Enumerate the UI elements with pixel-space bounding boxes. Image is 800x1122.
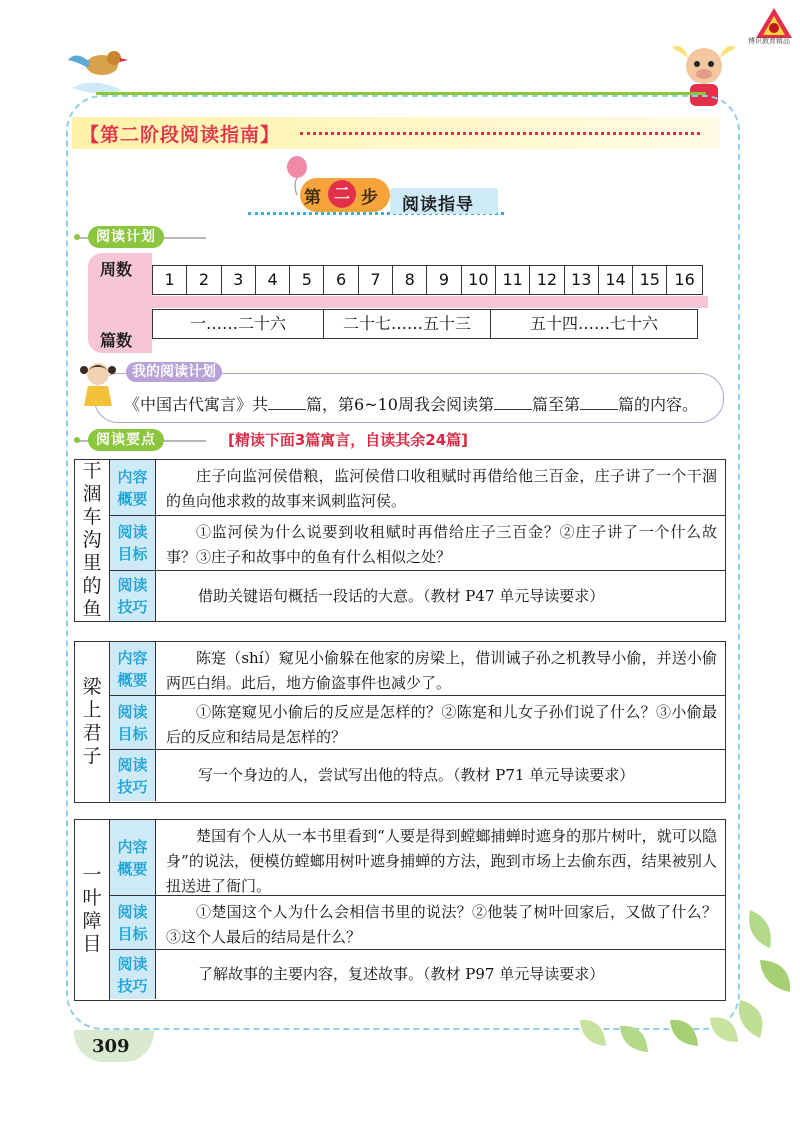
my-plan-sentence xyxy=(124,392,698,415)
fable-row-goal xyxy=(110,516,725,571)
row-label xyxy=(110,896,156,949)
step-number: 二 xyxy=(328,180,356,208)
week-cell: 12 xyxy=(530,266,564,294)
row-label xyxy=(110,950,156,999)
week-cell: 9 xyxy=(427,266,461,294)
fable-row-summary xyxy=(110,460,725,516)
row-content: 借助关键语句概括一段话的大意。（教材 P47 单元导读要求） xyxy=(198,586,605,605)
fable-title xyxy=(75,460,110,621)
my-plan-blank-end[interactable] xyxy=(580,396,618,410)
row-content: 楚国有个人从一本书里看到“人要是得到螳螂捕蝉时遮身的那片树叶，就可以隐身”的说法，便模仿螳螂用树叶遮身捕蝉的方法，跑到市场上去偷东西，结果被别人扭送进了衙门。 xyxy=(166,827,717,895)
row-label-line: 内容 xyxy=(117,837,148,856)
fable-title-char: 沟 xyxy=(82,529,102,551)
intensive-reading-note: [精读下面3篇寓言，自读其余24篇] xyxy=(228,431,469,449)
week-row-label: 周数 xyxy=(100,260,133,279)
range-cell: 一……二十六 xyxy=(153,310,324,338)
row-content: 庄子向监河侯借粮，监河侯借口收租赋时再借给他三百金，庄子讲了一个干涸的鱼向他求救的故事来讽刺监河侯。 xyxy=(166,467,717,510)
my-plan-part2: 篇，第6~10周我会阅读第 xyxy=(306,395,494,414)
row-label xyxy=(110,696,156,749)
week-cell: 1 xyxy=(153,266,187,294)
fable-title-char: 梁 xyxy=(82,676,102,698)
stage-title: 【第二阶段阅读指南】 xyxy=(80,124,281,146)
row-label-line: 技巧 xyxy=(117,598,148,616)
points-section-label: 阅读要点 xyxy=(88,429,164,451)
row-label xyxy=(110,642,156,695)
row-label-line: 阅读 xyxy=(117,523,148,541)
plan-section-dot xyxy=(74,234,80,240)
row-content: 了解故事的主要内容，复述故事。（教材 P97 单元导读要求） xyxy=(198,965,605,983)
week-row xyxy=(152,265,703,295)
week-cell: 15 xyxy=(633,266,667,294)
row-content: 陈寔（shí）窥见小偷躲在他家的房梁上，借训诫子孙之机教导小偷，并送小偷两匹白绢。此后，地方偷盗事件也减少了。 xyxy=(166,649,717,692)
fable-title-char: 子 xyxy=(82,745,102,767)
row-label-line: 内容 xyxy=(117,467,148,486)
row-label-line: 技巧 xyxy=(117,777,148,796)
fable-card xyxy=(74,641,726,803)
row-label-line: 阅读 xyxy=(117,902,148,921)
fable-title xyxy=(75,642,110,802)
week-cell: 4 xyxy=(256,266,290,294)
fable-title-char: 君 xyxy=(82,722,102,744)
week-cell: 14 xyxy=(599,266,633,294)
fable-row-goal xyxy=(110,696,725,750)
plan-section-label: 阅读计划 xyxy=(88,226,164,248)
stage-dotted-line xyxy=(300,132,700,135)
range-cell: 二十七……五十三 xyxy=(324,310,491,338)
girl-reader-icon xyxy=(76,358,120,412)
week-cell: 5 xyxy=(290,266,324,294)
fable-title-char: 涸 xyxy=(82,483,102,505)
row-content: 写一个身边的人，尝试写出他的特点。（教材 P71 单元导读要求） xyxy=(198,766,635,784)
my-plan-part3: 篇至第 xyxy=(531,395,580,414)
fable-title-char: 鱼 xyxy=(82,598,102,620)
row-label-line: 目标 xyxy=(117,545,148,563)
fable-row-summary xyxy=(110,820,725,896)
week-cell: 16 xyxy=(674,270,695,289)
fable-title xyxy=(75,820,110,1000)
fable-row-skill xyxy=(110,750,725,801)
row-label-line: 概要 xyxy=(117,489,148,508)
my-plan-part1: 《中国古代寓言》共 xyxy=(124,395,269,414)
my-plan-part4: 篇的内容。 xyxy=(617,395,698,414)
page-number: 309 xyxy=(92,1036,130,1057)
step-suffix: 步 xyxy=(361,188,378,208)
row-label-line: 目标 xyxy=(117,924,148,943)
row-label xyxy=(110,460,156,515)
fable-title-char: 障 xyxy=(82,910,102,932)
row-label-line: 概要 xyxy=(117,670,148,689)
my-plan-blank-start[interactable] xyxy=(494,396,532,410)
bird-decoration-icon xyxy=(62,40,142,100)
row-content: ①楚国这个人为什么会相信书里的说法？②他装了树叶回家后，又做了什么？③这个人最后的结局是什么？ xyxy=(166,903,717,946)
step-prefix: 第 xyxy=(304,188,321,208)
fable-row-skill xyxy=(110,571,725,621)
fable-rows xyxy=(110,460,725,621)
row-label xyxy=(110,516,156,570)
fable-card xyxy=(74,459,726,622)
my-plan-blank-total[interactable] xyxy=(268,396,306,410)
fable-title-char: 干 xyxy=(82,460,102,482)
row-content: ①监河侯为什么说要到收租赋时再借给庄子三百金？②庄子讲了一个什么故事？③庄子和故事中的鱼有什么相似之处？ xyxy=(166,523,717,566)
row-label-line: 内容 xyxy=(117,648,148,667)
week-cell: 11 xyxy=(496,266,530,294)
row-label-line: 技巧 xyxy=(117,976,148,995)
fable-row-summary xyxy=(110,642,725,696)
fable-title-char: 上 xyxy=(82,699,102,721)
row-label-line: 阅读 xyxy=(117,702,148,721)
count-row-label: 篇数 xyxy=(100,331,133,350)
week-cell: 3 xyxy=(222,266,256,294)
week-cell: 7 xyxy=(359,266,393,294)
row-label-line: 目标 xyxy=(117,724,148,743)
row-label-line: 概要 xyxy=(117,859,148,878)
fable-title-char: 目 xyxy=(82,933,102,955)
row-label xyxy=(110,750,156,801)
range-cell: 五十四……七十六 xyxy=(529,314,658,333)
row-label xyxy=(110,571,156,621)
my-plan-label: 我的阅读计划 xyxy=(126,362,222,382)
points-section-dot xyxy=(74,437,80,443)
publisher-logo-text: 博识教育精品 xyxy=(748,37,790,45)
row-content: ①陈寔窥见小偷后的反应是怎样的？②陈寔和儿女子孙们说了什么？③小偷最后的反应和结局是怎样的？ xyxy=(166,703,717,746)
row-label-line: 阅读 xyxy=(117,755,148,774)
fable-rows xyxy=(110,642,725,802)
plan-pink-band xyxy=(152,296,708,308)
fable-title-char: 的 xyxy=(82,575,102,597)
week-cell: 13 xyxy=(565,266,599,294)
fable-title-char: 车 xyxy=(82,506,102,528)
fable-title-char: 叶 xyxy=(82,887,102,909)
row-label-line: 阅读 xyxy=(117,954,148,973)
leaves-decoration-icon xyxy=(560,900,800,1060)
week-cell: 8 xyxy=(393,266,427,294)
fable-title-char: 里 xyxy=(82,552,102,574)
row-label-line: 阅读 xyxy=(117,576,148,594)
week-cell: 10 xyxy=(462,266,496,294)
step-label: 阅读指导 xyxy=(402,195,474,215)
row-label xyxy=(110,820,156,895)
range-row xyxy=(152,309,698,339)
fable-title-char: 一 xyxy=(82,864,102,886)
week-cell: 2 xyxy=(187,266,221,294)
week-cell: 6 xyxy=(324,266,358,294)
